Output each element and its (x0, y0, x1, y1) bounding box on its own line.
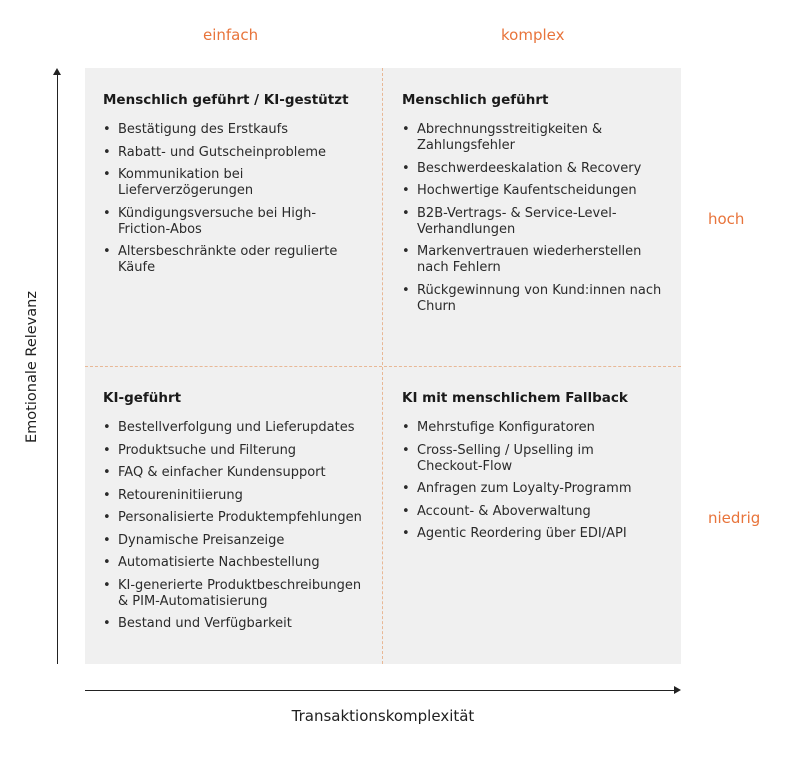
x-axis-line (85, 690, 675, 691)
quadrant-top-right (402, 92, 672, 321)
row-label-niedrig: niedrig (708, 509, 761, 527)
list-item: • Personalisierte Produktempfehlungen (103, 510, 373, 526)
column-label-komplex: komplex (501, 26, 565, 44)
column-label-einfach: einfach (203, 26, 259, 44)
list-item: • Dynamische Preisanzeige (103, 533, 373, 549)
quadrant-top-left (103, 92, 373, 283)
list-item: • Automatisierte Nachbestellung (103, 555, 373, 571)
quadrant-matrix (85, 68, 681, 664)
quadrant-list (103, 420, 373, 632)
list-item: • Cross-Selling / Upselling im Checkout-Flow (402, 443, 672, 475)
x-axis-title: Transaktionskomplexität (291, 707, 475, 725)
list-item: • Bestand und Verfügbarkeit (103, 616, 373, 632)
quadrant-list (402, 122, 672, 315)
quadrant-title: KI-geführt (103, 390, 182, 406)
y-axis-title: Emotionale Relevanz (24, 291, 40, 443)
list-item: • Beschwerdeeskalation & Recovery (402, 161, 672, 177)
quadrant-title: KI mit menschlichem Fallback (402, 390, 628, 406)
list-item: • Produktsuche und Filterung (103, 443, 373, 459)
quadrant-list (402, 420, 672, 542)
list-item: • FAQ & einfacher Kundensupport (103, 465, 373, 481)
list-item: • Abrechnungsstreitigkeiten & Zahlungsfehler (402, 122, 672, 154)
row-label-hoch: hoch (708, 210, 745, 228)
list-item: • Kommunikation bei Lieferverzögerungen (103, 167, 373, 199)
list-item: • Rabatt- und Gutscheinprobleme (103, 145, 373, 161)
list-item: • Retoureninitiierung (103, 488, 373, 504)
list-item: • Hochwertige Kaufentscheidungen (402, 183, 672, 199)
list-item: • Kündigungsversuche bei High- Friction-Abos (103, 206, 373, 238)
quadrant-bottom-right (402, 390, 672, 549)
list-item: • Mehrstufige Konfiguratoren (402, 420, 672, 436)
list-item: • Anfragen zum Loyalty-Programm (402, 481, 672, 497)
list-item: • Bestellverfolgung und Lieferupdates (103, 420, 373, 436)
quadrant-list (103, 122, 373, 276)
list-item: • Agentic Reordering über EDI/API (402, 526, 672, 542)
quadrant-bottom-left (103, 390, 373, 639)
list-item: • Altersbeschränkte oder regulierte Käufe (103, 244, 373, 276)
x-axis-arrowhead (674, 686, 681, 694)
list-item: • Account- & Aboverwaltung (402, 504, 672, 520)
horizontal-divider (85, 366, 681, 367)
list-item: • KI-generierte Produktbeschreibungen & PIM-Automatisierung (103, 578, 373, 610)
list-item: • Bestätigung des Erstkaufs (103, 122, 373, 138)
quadrant-title: Menschlich geführt (402, 92, 549, 108)
quadrant-title: Menschlich geführt / KI-gestützt (103, 92, 349, 108)
list-item: • Rückgewinnung von Kund:innen nach Churn (402, 283, 672, 315)
list-item: • Markenvertrauen wiederherstellen nach Fehlern (402, 244, 672, 276)
y-axis-line (57, 72, 58, 664)
list-item: • B2B-Vertrags- & Service-Level- Verhandlungen (402, 206, 672, 238)
